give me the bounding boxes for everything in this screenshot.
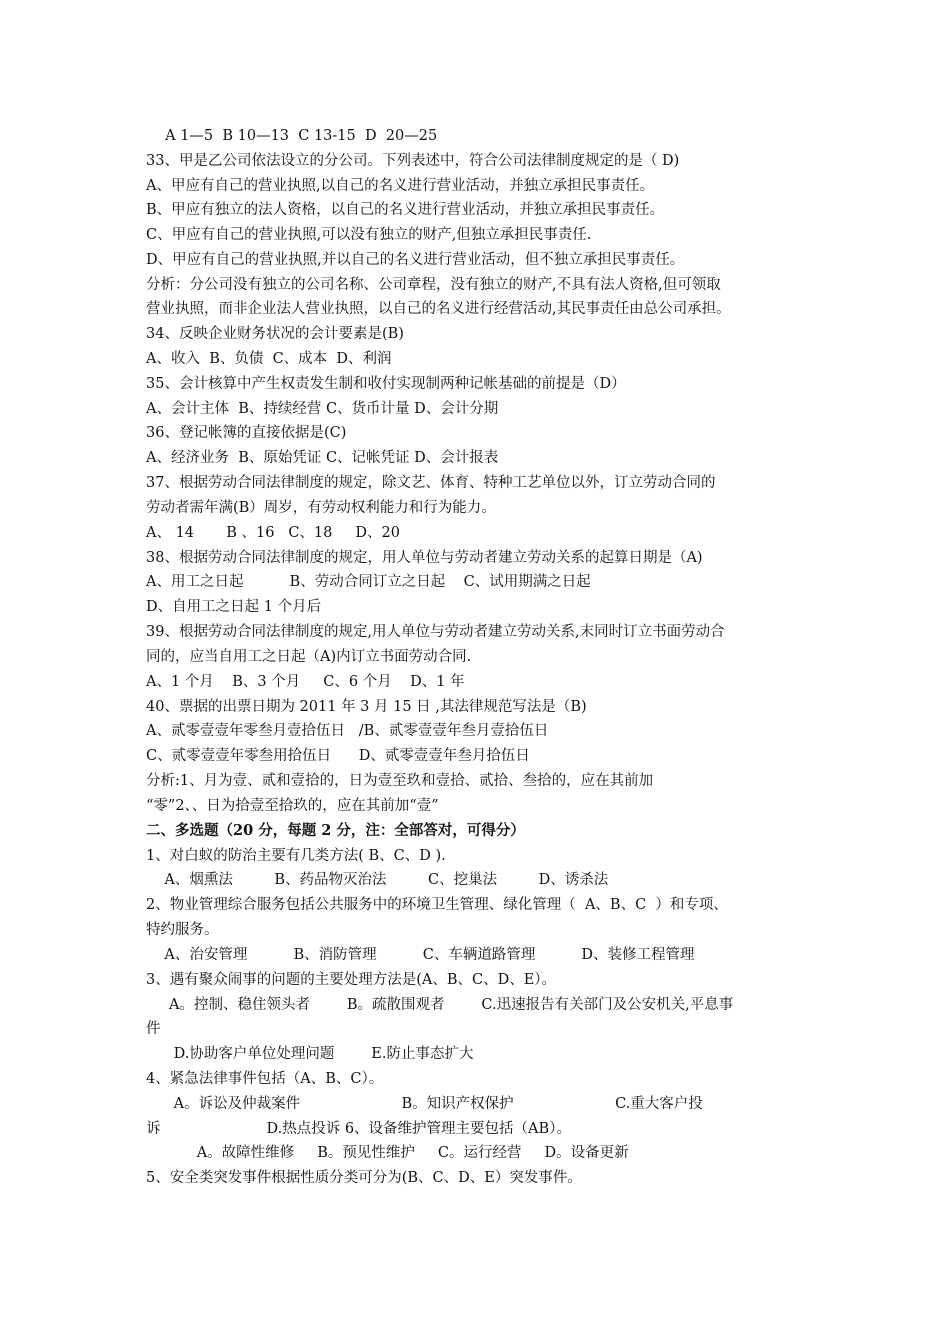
options-38-line1: A、用工之日起 B、劳动合同订立之日起 C、试用期满之日起: [146, 574, 591, 590]
mc-options-4-line1: A。诉讼及仲裁案件 B。知识产权保护 C.重大客户投: [146, 1096, 703, 1112]
mc-options-3-line3: D.协助客户单位处理问题 E.防止事态扩大: [146, 1046, 474, 1062]
question-36: 36、登记帐簿的直接依据是(C): [146, 425, 347, 441]
analysis-33-line1: 分析：分公司没有独立的公司名称、公司章程，没有独立的财产,不具有法人资格,但可领取: [146, 277, 721, 293]
question-33: 33、甲是乙公司依法设立的分公司。下列表述中，符合公司法律制度规定的是（ D): [146, 153, 680, 169]
question-39-line2: 同的，应当自用工之日起（A)内订立书面劳动合同.: [146, 649, 472, 665]
options-38-line2: D、自用工之日起 1 个月后: [146, 599, 322, 615]
mc-options-3-line1: A。控制、稳住领头者 B。疏散围观者 C.迅速报告有关部门及公安机关,平息事: [146, 997, 734, 1013]
mc-options-1: A、烟熏法 B、药品物灭治法 C、挖巢法 D、诱杀法: [146, 872, 609, 888]
analysis-40-line2: “零”2、、日为拾壹至拾玖的，应在其前加“壹”: [146, 798, 439, 814]
question-37-line1: 37、根据劳动合同法律制度的规定，除文艺、体育、特种工艺单位以外，订立劳动合同的: [146, 475, 716, 491]
section-heading-multiple-choice: 二、多选题（20 分，每题 2 分，注：全部答对，可得分）: [146, 822, 525, 839]
options-39: A、1 个月 B、3 个月 C、6 个月 D、1 年: [146, 674, 465, 690]
options-36: A、经济业务 B、原始凭证 C、记帐凭证 D、会计报表: [146, 450, 499, 466]
question-35: 35、会计核算中产生权责发生制和收付实现制两种记帐基础的前提是（D）: [146, 376, 626, 392]
mc-options-3-line2: 件: [146, 1021, 161, 1037]
option-33-a: A、甲应有自己的营业执照,以自己的名义进行营业活动，并独立承担民事责任。: [146, 178, 655, 194]
question-39-line1: 39、根据劳动合同法律制度的规定,用人单位与劳动者建立劳动关系,末同时订立书面劳动合: [146, 624, 725, 640]
mc-question-5: 5、安全类突发事件根据性质分类可分为(B、C、D、E）突发事件。: [146, 1170, 582, 1186]
option-33-d: D、甲应有自己的营业执照,并以自己的名义进行营业活动，但不独立承担民事责任。: [146, 252, 685, 268]
question-34: 34、反映企业财务状况的会计要素是(B): [146, 326, 404, 342]
mc-question-1: 1、对白蚁的防治主要有几类方法( B、C、D ).: [146, 848, 446, 864]
options-34: A、收入 B、负债 C、成本 D、利润: [146, 351, 392, 367]
analysis-40-line1: 分析:1、月为壹、贰和壹拾的，日为壹至玖和壹拾、贰拾、叁拾的，应在其前加: [146, 773, 654, 789]
mc-options-6: A。故障性维修 B。预见性维护 C。运行经营 D。设备更新: [146, 1145, 629, 1161]
question-38: 38、根据劳动合同法律制度的规定，用人单位与劳动者建立劳动关系的起算日期是（A): [146, 550, 703, 566]
mc-options-2: A、治安管理 B、消防管理 C、车辆道路管理 D、装修工程管理: [146, 947, 695, 963]
mc-options-4-line2: 诉 D.热点投诉 6、设备维护管理主要包括（AB）。: [146, 1121, 571, 1137]
mc-question-2-line1: 2、物业管理综合服务包括公共服务中的环境卫生管理、绿化管理（ A、B、C ）和专项、: [146, 897, 728, 913]
options-40-ab: A、贰零壹壹年零叁月壹拾伍日 /B、贰零壹壹年叁月壹拾伍日: [146, 723, 549, 739]
mc-question-3: 3、遇有聚众闹事的问题的主要处理方法是(A、B、C、D、E）。: [146, 972, 557, 988]
mc-question-2-line2: 特约服务。: [146, 922, 219, 938]
mc-question-4: 4、紧急法律事件包括（A、B、C）。: [146, 1071, 384, 1087]
option-33-c: C、甲应有自己的营业执照,可以没有独立的财产,但独立承担民事责任.: [146, 227, 592, 243]
question-40: 40、票据的出票日期为 2011 年 3 月 15 日 ,其法律规范写法是（B): [146, 699, 587, 715]
line-options-32: A 1—5 B 10—13 C 13-15 D 20—25: [146, 128, 438, 144]
question-37-line2: 劳动者需年满(B）周岁，有劳动权利能力和行为能力。: [146, 500, 496, 516]
options-37: A、 14 B 、16 C、18 D、20: [146, 525, 401, 541]
options-35: A、会计主体 B、持续经营 C、货币计量 D、会计分期: [146, 401, 499, 417]
option-33-b: B、甲应有独立的法人资格，以自己的名义进行营业活动，并独立承担民事责任。: [146, 202, 665, 218]
options-40-cd: C、贰零壹壹年零叁用拾伍日 D、贰零壹壹年叁月拾伍日: [146, 748, 530, 764]
analysis-33-line2: 营业执照，而非企业法人营业执照，以自己的名义进行经营活动,其民事责任由总公司承担。: [146, 301, 731, 317]
